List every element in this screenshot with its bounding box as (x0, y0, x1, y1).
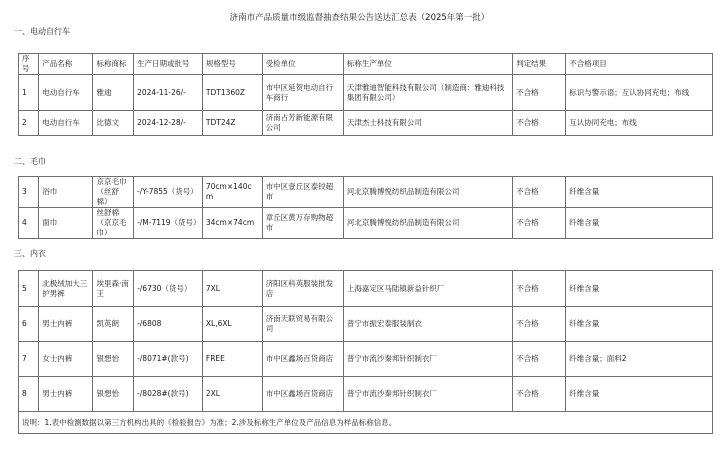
cell-seq: 8 (19, 377, 39, 412)
cell-product: 北极绒加大三护男裤 (39, 271, 93, 307)
cell-brand: 埃里森·南王 (93, 271, 134, 307)
table-row (19, 177, 713, 208)
cell-result: 不合格 (513, 177, 566, 208)
results-table-underwear (18, 270, 713, 434)
cell-failed-items: 纤维含量 (566, 271, 713, 307)
cell-seq: 6 (19, 307, 39, 342)
cell-inspected-unit: 市中区壹丘区泰铰超市 (262, 177, 343, 208)
cell-seq: 7 (19, 342, 39, 377)
cell-spec: 2XL (202, 377, 262, 412)
page-title: 济南市产品质量市级监督抽查结果公告送达汇总表（2025年第一批） (229, 13, 490, 23)
cell-manufacturer: 天津杰士科技有限公司 (343, 111, 512, 136)
cell-seq: 4 (19, 208, 39, 239)
cell-brand: 京京毛巾（丝舒棉） (93, 177, 134, 208)
cell-product: 男士内裤 (39, 377, 93, 412)
header-seq: 序号 (19, 54, 39, 75)
cell-inspected-unit: 章丘区黄万存购物超市 (262, 208, 343, 239)
cell-spec: 70cm×140cm (202, 177, 262, 208)
results-table-ebike (18, 53, 713, 136)
cell-product: 男士内裤 (39, 307, 93, 342)
table-row (19, 75, 713, 111)
cell-spec: FREE (202, 342, 262, 377)
cell-brand: 比德文 (93, 111, 134, 136)
header-manufacturer: 标称生产单位 (343, 54, 512, 75)
cell-inspected-unit: 市中区鑫场百货商店 (262, 377, 343, 412)
cell-spec: TDT24Z (202, 111, 262, 136)
table-row (19, 208, 713, 239)
cell-failed-items: 标识与警示语；互认协同充电；布线 (566, 75, 713, 111)
cell-date-batch: -/8028#(款号) (134, 377, 203, 412)
table-note-row (19, 412, 713, 434)
cell-seq: 1 (19, 75, 39, 111)
cell-result: 不合格 (513, 111, 566, 136)
header-spec: 规格型号 (202, 54, 262, 75)
cell-date-batch: 2024-11-26/- (134, 75, 203, 111)
cell-date-batch: -/6808 (134, 307, 203, 342)
cell-spec: 34cm×74cm (202, 208, 262, 239)
cell-manufacturer: 天津雅迪智能科技有限公司（制造商：雅迪科技集团有限公司） (343, 75, 512, 111)
cell-failed-items: 纤维含量 (566, 177, 713, 208)
cell-result: 不合格 (513, 342, 566, 377)
section-heading-ebike: 一、电动自行车 (14, 27, 70, 36)
cell-spec: XL,6XL (202, 307, 262, 342)
cell-result: 不合格 (513, 208, 566, 239)
cell-inspected-unit: 市中区鑫场百货商店 (262, 342, 343, 377)
cell-failed-items: 纤维含量 (566, 377, 713, 412)
cell-manufacturer: 普宁市流沙秦邦针织制衣厂 (343, 377, 512, 412)
cell-spec: TDT1360Z (202, 75, 262, 111)
header-product: 产品名称 (39, 54, 93, 75)
cell-brand: 丝舒棉（京京毛巾） (93, 208, 134, 239)
cell-failed-items: 纤维含量 (566, 307, 713, 342)
cell-brand: 银想怡 (93, 342, 134, 377)
cell-date-batch: -/Y-7855（货号） (134, 177, 203, 208)
cell-inspected-unit: 市中区延贺电动自行车商行 (262, 75, 343, 111)
cell-brand: 银想怡 (93, 377, 134, 412)
cell-brand: 凯英朗 (93, 307, 134, 342)
cell-failed-items: 互认协同充电；布线 (566, 111, 713, 136)
cell-seq: 5 (19, 271, 39, 307)
results-table-towel (18, 176, 713, 239)
cell-manufacturer: 河北京腾博悦纺织品制造有限公司 (343, 177, 512, 208)
cell-product: 面巾 (39, 208, 93, 239)
header-brand: 标称商标 (93, 54, 134, 75)
cell-result: 不合格 (513, 377, 566, 412)
cell-manufacturer: 河北京腾博悦纺织品制造有限公司 (343, 208, 512, 239)
cell-inspected-unit: 济南占芳新能源有限公司 (262, 111, 343, 136)
cell-seq: 2 (19, 111, 39, 136)
cell-result: 不合格 (513, 271, 566, 307)
cell-product: 女士内裤 (39, 342, 93, 377)
cell-failed-items: 纤维含量；面料2 (566, 342, 713, 377)
cell-manufacturer: 上海嘉定区马陆镇新益针织厂 (343, 271, 512, 307)
header-result: 判定结果 (513, 54, 566, 75)
cell-product: 电动自行车 (39, 111, 93, 136)
cell-manufacturer: 普宁市振宏泰服装制衣 (343, 307, 512, 342)
cell-date-batch: -/8071#(款号) (134, 342, 203, 377)
table-row (19, 377, 713, 412)
header-date-batch: 生产日期或批号 (134, 54, 203, 75)
table-row (19, 307, 713, 342)
header-failed-items: 不合格项目 (566, 54, 713, 75)
cell-date-batch: -/6730（货号） (134, 271, 203, 307)
cell-brand: 雅迪 (93, 75, 134, 111)
table-header-row (19, 54, 713, 75)
cell-date-batch: 2024-12-28/- (134, 111, 203, 136)
table-note: 说明：1.表中检测数据以第三方机构出具的《检验报告》为准；2.涉及标称生产单位及产品信息为样品标称信息。 (19, 412, 713, 434)
table-row (19, 342, 713, 377)
table-row (19, 111, 713, 136)
cell-inspected-unit: 济南天联贸易有限公司 (262, 307, 343, 342)
cell-product: 浴巾 (39, 177, 93, 208)
cell-product: 电动自行车 (39, 75, 93, 111)
cell-manufacturer: 普宁市流沙秦邦针织制衣厂 (343, 342, 512, 377)
cell-date-batch: -/M-7119（货号） (134, 208, 203, 239)
section-heading-underwear: 三、内衣 (14, 249, 46, 258)
cell-inspected-unit: 济阳区科英服装批发店 (262, 271, 343, 307)
cell-failed-items: 纤维含量 (566, 208, 713, 239)
cell-seq: 3 (19, 177, 39, 208)
cell-result: 不合格 (513, 75, 566, 111)
cell-spec: 7XL (202, 271, 262, 307)
table-row (19, 271, 713, 307)
cell-result: 不合格 (513, 307, 566, 342)
section-heading-towel: 二、毛巾 (14, 157, 46, 166)
header-inspected-unit: 受检单位 (262, 54, 343, 75)
